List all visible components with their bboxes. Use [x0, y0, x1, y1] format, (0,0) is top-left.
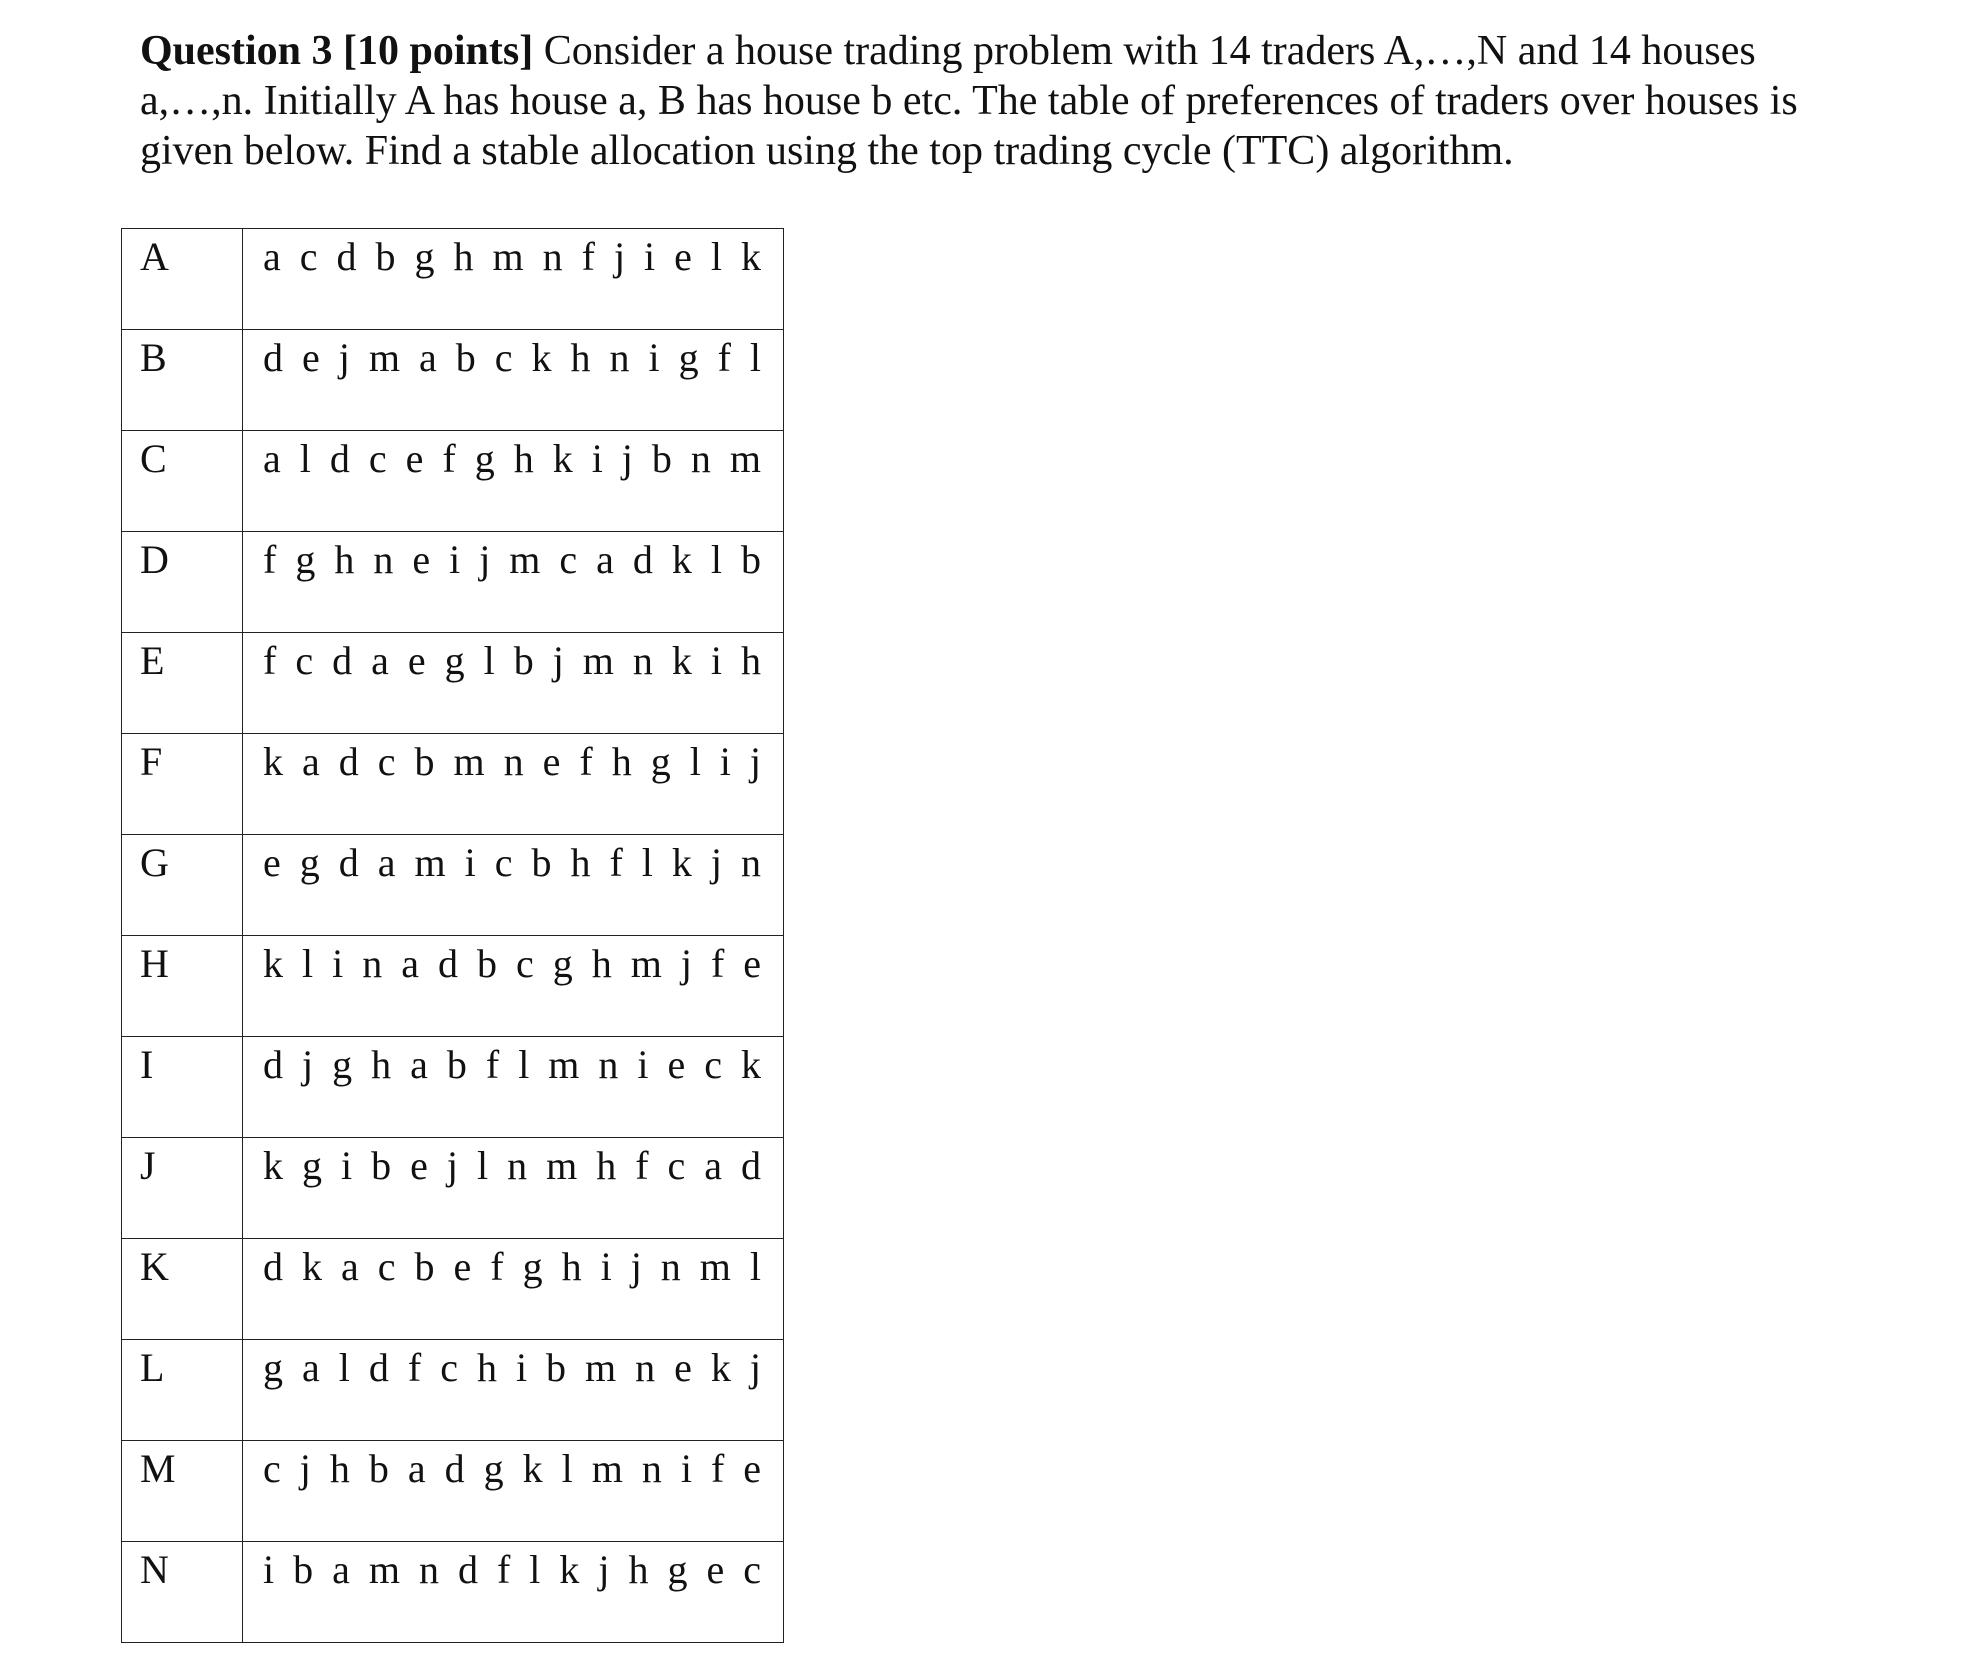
trader-cell: J: [122, 1138, 243, 1239]
trader-cell: D: [122, 532, 243, 633]
preference-list-cell: d e j m a b c k h n i g f l: [243, 330, 784, 431]
trader-cell: M: [122, 1441, 243, 1542]
preference-list-cell: f c d a e g l b j m n k i h: [243, 633, 784, 734]
table-row: [122, 229, 784, 330]
preference-list-cell: i b a m n d f l k j h g e c: [243, 1542, 784, 1643]
trader-cell: B: [122, 330, 243, 431]
preference-list-cell: a l d c e f g h k i j b n m: [243, 431, 784, 532]
table-row: [122, 1037, 784, 1138]
table-row: [122, 1441, 784, 1542]
trader-cell: A: [122, 229, 243, 330]
preference-list-cell: a c d b g h m n f j i e l k: [243, 229, 784, 330]
table-row: [122, 1138, 784, 1239]
table-row: [122, 431, 784, 532]
preference-list-cell: e g d a m i c b h f l k j n: [243, 835, 784, 936]
preference-list-cell: d k a c b e f g h i j n m l: [243, 1239, 784, 1340]
trader-cell: K: [122, 1239, 243, 1340]
table-row: [122, 633, 784, 734]
preference-list-cell: c j h b a d g k l m n i f e: [243, 1441, 784, 1542]
table-row: [122, 532, 784, 633]
question-heading: Question 3 [10 points]: [140, 28, 534, 74]
preferences-table: [121, 228, 784, 1643]
table-row: [122, 330, 784, 431]
table-row: [122, 936, 784, 1037]
trader-cell: G: [122, 835, 243, 936]
preference-list-cell: k g i b e j l n m h f c a d: [243, 1138, 784, 1239]
table-row: [122, 1340, 784, 1441]
preference-list-cell: d j g h a b f l m n i e c k: [243, 1037, 784, 1138]
trader-cell: N: [122, 1542, 243, 1643]
trader-cell: F: [122, 734, 243, 835]
preference-list-cell: k a d c b m n e f h g l i j: [243, 734, 784, 835]
table-row: [122, 1542, 784, 1643]
question-body: Consider a house trading problem with 14 traders A,…,N and 14 houses a,…,n. Initially A has house a, B has house b etc. The table of preferences of traders over houses is given below. Find a stable allocation using the top trading cycle (TTC) algorithm.: [140, 28, 1798, 174]
question-text: [140, 26, 1860, 176]
preference-list-cell: k l i n a d b c g h m j f e: [243, 936, 784, 1037]
table-row: [122, 734, 784, 835]
trader-cell: L: [122, 1340, 243, 1441]
trader-cell: C: [122, 431, 243, 532]
preference-list-cell: g a l d f c h i b m n e k j: [243, 1340, 784, 1441]
trader-cell: H: [122, 936, 243, 1037]
trader-cell: E: [122, 633, 243, 734]
trader-cell: I: [122, 1037, 243, 1138]
preference-list-cell: f g h n e i j m c a d k l b: [243, 532, 784, 633]
table-row: [122, 1239, 784, 1340]
table-row: [122, 835, 784, 936]
